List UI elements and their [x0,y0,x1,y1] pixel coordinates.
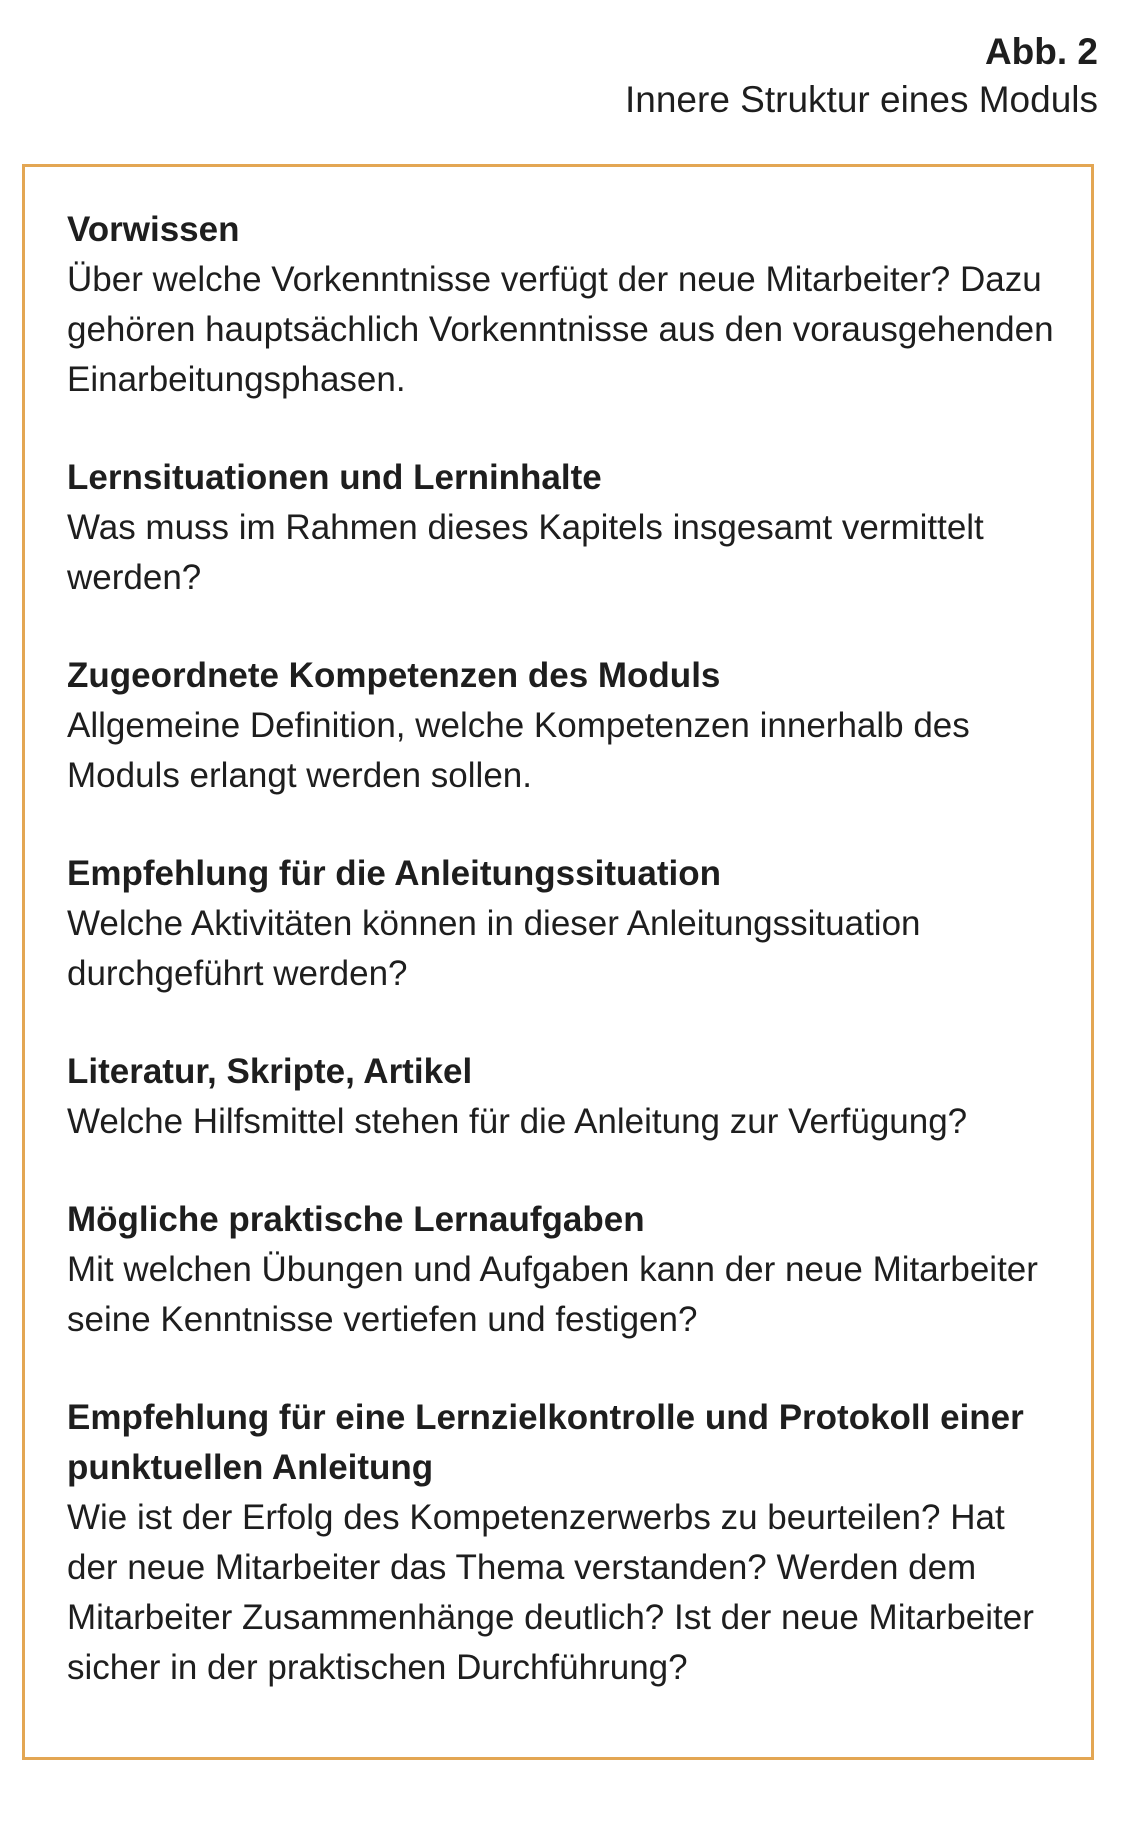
section-title: Literatur, Skripte, Artikel [67,1052,473,1091]
section-text: Was muss im Rahmen dieses Kapitels insgesamt vermittelt werden? [67,508,984,597]
section-text: Allgemeine Definition, welche Kompetenzen innerhalb des Moduls erlangt werden sollen. [67,706,970,795]
section-title: Mögliche praktische Lernaufgaben [67,1200,645,1239]
figure-header [625,28,1098,124]
section-literatur [67,1047,1055,1147]
module-structure-box [22,164,1094,1760]
section-text: Wie ist der Erfolg des Kompetenzerwerbs zu beurteilen? Hat der neue Mitarbeiter das Thema verstanden? Werden dem Mitarbeiter Zusammenhänge deutlich? Ist der neue Mitarbeiter sicher in der praktischen Durchführung? [67,1498,1034,1687]
section-vorwissen [67,205,1055,405]
section-title: Lernsituationen und Lerninhalte [67,458,602,497]
figure-number: Abb. 2 [984,31,1098,72]
section-lernaufgaben [67,1195,1055,1345]
section-text: Mit welchen Übungen und Aufgaben kann der neue Mitarbeiter seine Kenntnisse vertiefen und festigen? [67,1250,1038,1339]
section-text: Welche Aktivitäten können in dieser Anleitungssituation durchgeführt werden? [67,904,921,993]
section-title: Empfehlung für eine Lernzielkontrolle und Protokoll einer punktuellen Anleitung [67,1398,1024,1487]
section-title: Empfehlung für die Anleitungssituation [67,854,721,893]
section-lernzielkontrolle [67,1393,1055,1693]
section-anleitungssituation [67,849,1055,999]
section-lernsituationen [67,453,1055,603]
section-text: Welche Hilfsmittel stehen für die Anleitung zur Verfügung? [67,1102,968,1141]
section-kompetenzen [67,651,1055,801]
section-title: Zugeordnete Kompetenzen des Moduls [67,656,721,695]
section-title: Vorwissen [67,210,240,249]
section-text: Über welche Vorkenntnisse verfügt der neue Mitarbeiter? Dazu gehören hauptsächlich Vorkenntnisse aus den vorausgehenden Einarbeitungsphasen. [67,260,1054,399]
figure-caption: Innere Struktur eines Moduls [624,79,1098,120]
